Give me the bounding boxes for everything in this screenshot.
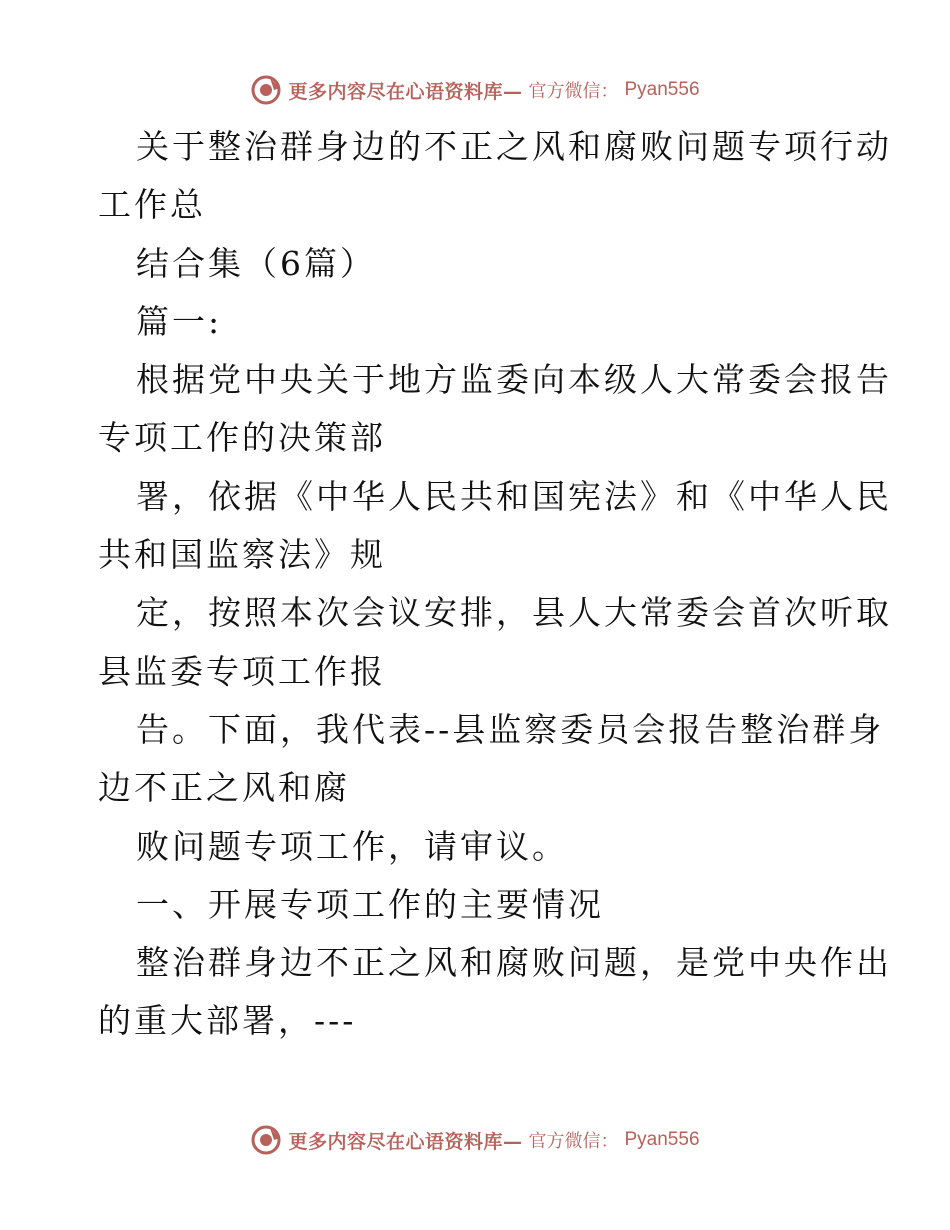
document-body [98, 118, 892, 1051]
brand-logo-icon [250, 74, 282, 106]
paragraph-line: 告。下面，我代表--县监察委员会报告整治群身 [136, 709, 885, 749]
paragraph-line: 整治群身边不正之风和腐败问题，是党中央作出 [136, 943, 892, 983]
brand-logo-icon [250, 1124, 282, 1156]
footer-banner-text: 更多内容尽在心语资料库— [288, 1130, 523, 1153]
doc-subtitle-line: 结合集（6篇） [136, 243, 376, 283]
paragraph-line: 败问题专项工作，请审议。 [136, 826, 568, 866]
section-heading: 一、开展专项工作的主要情况 [136, 884, 604, 924]
footer-wechat-label: 官方微信： [528, 1131, 619, 1152]
paragraph-line: 署，依据《中华人民共和国宪法》和《中华人民 [136, 476, 892, 516]
paragraph-line: 共和国监察法》规 [98, 535, 386, 575]
footer-watermark-banner [0, 1120, 950, 1160]
header-wechat-id: Pyan556 [624, 79, 700, 100]
doc-title-line-2: 工作总 [98, 185, 206, 225]
header-wechat-label: 官方微信： [528, 81, 619, 102]
doc-title-line-1: 关于整治群身边的不正之风和腐败问题专项行动 [136, 127, 892, 166]
paragraph-line: 县监委专项工作报 [98, 651, 386, 691]
header-watermark-banner [0, 70, 950, 110]
section-label: 篇一: [136, 301, 223, 341]
paragraph-line: 根据党中央关于地方监委向本级人大常委会报告 [136, 360, 892, 400]
header-banner-text: 更多内容尽在心语资料库— [288, 80, 523, 103]
paragraph-line: 定，按照本次会议安排，县人大常委会首次听取 [136, 593, 892, 633]
footer-wechat-id: Pyan556 [624, 1129, 700, 1150]
paragraph-line: 的重大部署，--- [98, 1001, 357, 1041]
paragraph-line: 边不正之风和腐 [98, 768, 350, 808]
paragraph-line: 专项工作的决策部 [98, 418, 386, 458]
